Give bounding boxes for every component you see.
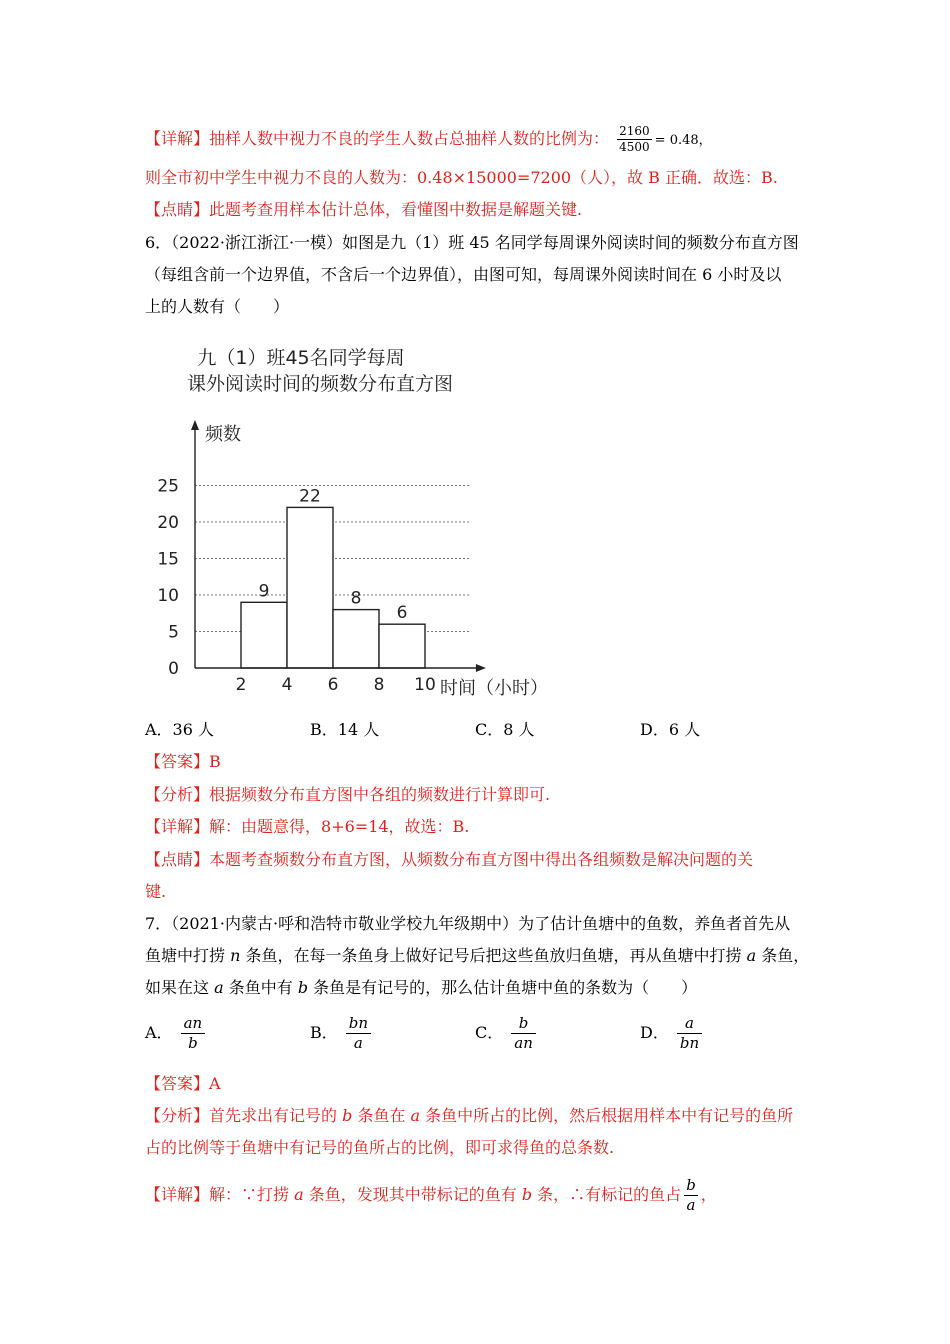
bar-value-label-2: 8 — [350, 588, 362, 609]
plot-area — [157, 420, 486, 695]
option-d-fraction: $\frac{a}{bn}$ — [677, 1014, 702, 1053]
q7-option-b[interactable]: B． $\frac{bn}{a}$ — [310, 1014, 371, 1053]
q6-option-d[interactable]: D．6 人 — [640, 720, 701, 739]
q7-stem-line2: 鱼塘中打捞 n 条鱼，在每一条鱼身上做好记号后把这些鱼放归鱼塘，再从鱼塘中打捞 a 条鱼， — [145, 946, 810, 965]
q6-comment: 【点睛】本题考查频数分布直方图，从频数分布直方图中得出各组频数是解决问题的关 — [145, 850, 754, 869]
bar-1 — [287, 507, 333, 668]
q7-analysis: 【分析】首先求出有记号的 b 条鱼在 a 条鱼中所占的比例，然后根据用样本中有记号的鱼所 — [145, 1106, 794, 1125]
bar-2 — [333, 610, 379, 668]
bar-value-label-3: 6 — [396, 603, 408, 624]
q6-option-c[interactable]: C．8 人 — [475, 720, 535, 739]
q6-stem-line3: 上的人数有（ ） — [145, 297, 290, 316]
q6-detail: 【详解】解：由题意得，8+6=14，故选：B. — [145, 817, 470, 836]
comment-text: 此题考查用样本估计总体，看懂图中数据是解题关键. — [209, 200, 583, 219]
ratio-result: = 0.48， — [654, 133, 712, 148]
chart-title-line1: 九（1）班45名同学每周 — [197, 347, 405, 369]
x-tick-label-3: 8 — [373, 675, 385, 695]
y-tick-label-2: 10 — [157, 586, 179, 606]
y-axis-arrow — [191, 420, 199, 430]
y-axis-label: 频数 — [205, 424, 241, 445]
q7-option-d[interactable]: D． $\frac{a}{bn}$ — [640, 1014, 702, 1053]
option-c-fraction: $\frac{b}{an}$ — [511, 1014, 536, 1053]
q7-answer: 【答案】A — [145, 1074, 221, 1093]
q6-option-a[interactable]: A．36 人 — [145, 720, 215, 739]
q6-comment-line2: 键. — [145, 882, 167, 901]
bar-3 — [379, 624, 425, 668]
q7-option-c[interactable]: C． $\frac{b}{an}$ — [475, 1014, 536, 1053]
x-tick-label-1: 4 — [281, 675, 293, 695]
q6-stem-line2: （每组含前一个边界值，不含后一个边界值），由图可知，每周课外阅读时间在 6 小时及以 — [145, 265, 782, 284]
q6-analysis: 【分析】根据频数分布直方图中各组的频数进行计算即可. — [145, 785, 551, 804]
q7-analysis-line2: 占的比例等于鱼塘中有记号的鱼所占的比例，即可求得鱼的总条数. — [145, 1138, 615, 1157]
q6-answer: 【答案】B — [145, 752, 221, 771]
comment-tag: 【点睛】 — [145, 200, 210, 219]
detail-text: 抽样人数中视力不良的学生人数占总抽样人数的比例为： — [209, 129, 610, 148]
detail-fraction: $\frac{b}{a}$ — [686, 1176, 696, 1214]
x-tick-label-2: 6 — [327, 675, 339, 695]
bar-value-label-1: 22 — [299, 486, 321, 507]
q5-comment — [145, 200, 582, 220]
x-tick-label-0: 2 — [235, 675, 247, 695]
q5-detail-line2: 则全市初中学生中视力不良的人数为：0.48×15000=7200（人），故 B 正确．故选：B. — [145, 168, 778, 187]
chart-title-line2: 课外阅读时间的频数分布直方图 — [186, 373, 454, 395]
x-axis-arrow — [476, 664, 486, 672]
ratio-fraction: $\frac{2160}{4500}$ — [619, 124, 650, 154]
histogram-chart — [145, 340, 575, 710]
y-tick-label-4: 20 — [157, 513, 179, 533]
detail-tag: 【详解】 — [145, 129, 210, 148]
y-tick-label-5: 25 — [157, 476, 179, 497]
q7-option-a[interactable]: A． $\frac{an}{b}$ — [145, 1014, 205, 1053]
q7-stem-line1: 7．（2021·内蒙古·呼和浩特市敬业学校九年级期中）为了估计鱼塘中的鱼数，养鱼者首先从 — [145, 914, 791, 933]
y-tick-label-3: 15 — [157, 549, 179, 570]
option-a-fraction: $\frac{an}{b}$ — [181, 1014, 206, 1053]
y-tick-label-0: 0 — [168, 659, 179, 679]
x-tick-label-4: 10 — [414, 675, 436, 695]
x-axis-label: 时间（小时） — [440, 678, 548, 699]
q7-stem-line3: 如果在这 a 条鱼中有 b 条鱼是有记号的，那么估计鱼塘中鱼的条数为（ ） — [145, 978, 698, 997]
bar-value-label-0: 9 — [258, 581, 270, 602]
q7-detail: 【详解】解：∵打捞 a 条鱼，发现其中带标记的鱼有 b 条，∴有标记的鱼占 $\frac{b}{a}$ ， — [145, 1176, 717, 1214]
option-b-fraction: $\frac{bn}{a}$ — [346, 1014, 371, 1053]
bar-0 — [241, 602, 287, 668]
y-tick-label-1: 5 — [168, 622, 179, 643]
q6-stem-line1: 6．（2022·浙江浙江·一模）如图是九（1）班 45 名同学每周课外阅读时间的频数分布直方图 — [145, 233, 799, 252]
q5-detail-line — [145, 124, 712, 155]
q6-option-b[interactable]: B．14 人 — [310, 720, 380, 739]
